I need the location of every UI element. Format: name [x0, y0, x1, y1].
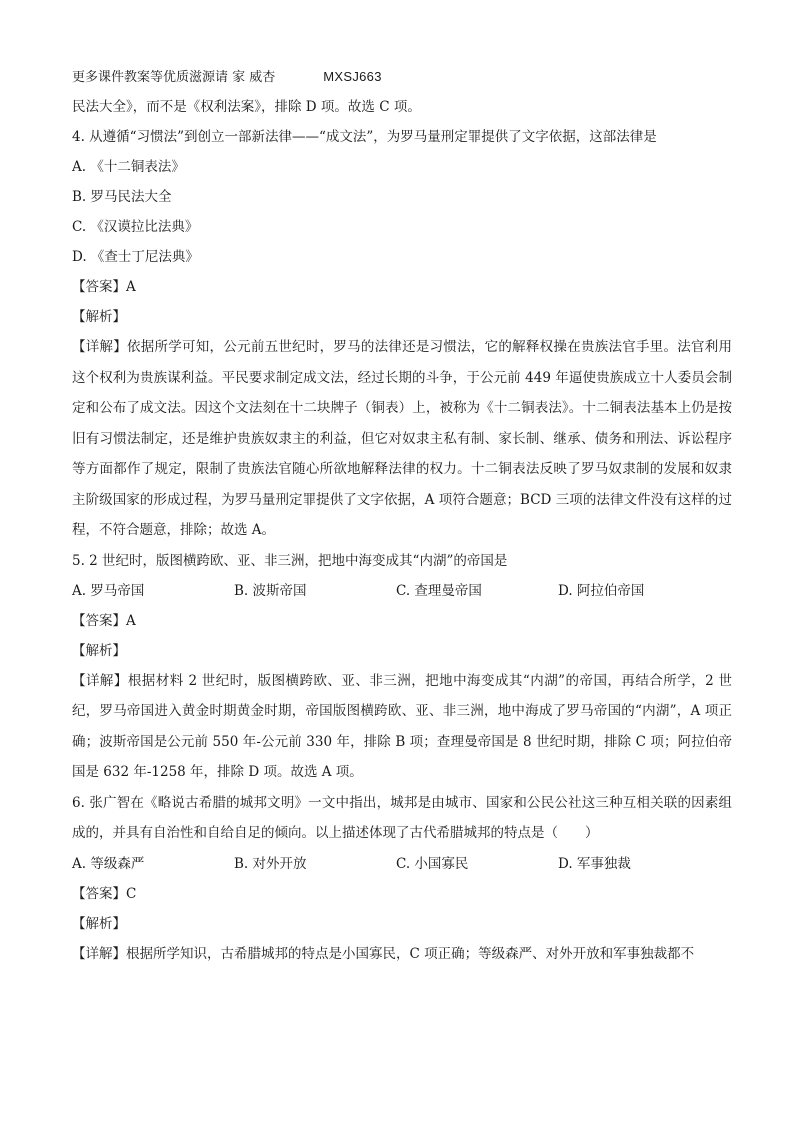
question-5	[72, 546, 732, 788]
watermark-header	[72, 62, 732, 92]
options-row	[72, 576, 732, 606]
detail-paragraph: 【详解】依据所学可知，公元前五世纪时，罗马的法律还是习惯法，它的解释权操在贵族法官手里。法官利用这个权利为贵族谋利益。平民要求制定成文法，经过长期的斗争，于公元前 449 年逼使贵族成立十人委员会制定和公布了成文法。因这个文法刻在十二块牌子（铜表）上，被称为《十二铜表法》。十二铜表法基本上仍是按旧有习惯法制定，还是维护贵族奴隶主的利益，但它对奴隶主私有制、家长制、继承、债务和刑法、诉讼程序等方面都作了规定，限制了贵族法官随心所欲地解释法律的权力。十二铜表法反映了罗马奴隶制的发展和奴隶主阶级国家的形成过程，为罗马量刑定罪提供了文字依据，A 项符合题意；BCD 三项的法律文件没有这样的过程，不符合题意，排除；故选 A。	[72, 339, 732, 538]
option-b: B. 波斯帝国	[234, 582, 307, 599]
question-stem: 6. 张广智在《略说古希腊的城邦文明》一文中指出，城邦是由城市、国家和公民公社这三种互相关联的因素组成的，并具有自治性和自给自足的倾向。以上描述体现了古代希腊城邦的特点是（ ）	[72, 794, 732, 841]
question-stem: 4. 从遵循“习惯法”到创立一部新法律——“成文法”，为罗马量刑定罪提供了文字依据，这部法律是	[72, 129, 657, 145]
option-a: A. 《十二铜表法》	[72, 159, 185, 175]
header-text: 更多课件教案等优质滋源请 家 威杏	[72, 70, 276, 85]
option-c: C. 《汉谟拉比法典》	[72, 219, 199, 235]
analysis-label: 【解析】	[72, 309, 126, 325]
question-stem: 5. 2 世纪时，版图横跨欧、亚、非三洲，把地中海变成其“内湖”的帝国是	[72, 552, 508, 569]
analysis-label: 【解析】	[72, 642, 126, 659]
question-6	[72, 788, 732, 969]
answer-label: 【答案】A	[72, 279, 136, 295]
option-b: B. 对外开放	[234, 855, 307, 872]
option-d: D. 阿拉伯帝国	[558, 582, 645, 599]
document-page	[72, 62, 732, 969]
option-a: A. 等级森严	[72, 855, 145, 872]
option-a: A. 罗马帝国	[72, 582, 145, 599]
previous-answer-tail: 民法大全》，而不是《权利法案》，排除 D 项。故选 C 项。	[72, 99, 421, 115]
detail-paragraph: 【详解】根据所学知识，古希腊城邦的特点是小国寡民，C 项正确；等级森严、对外开放和军事独裁都不	[72, 945, 695, 962]
option-b: B. 罗马民法大全	[72, 189, 172, 205]
detail-paragraph: 【详解】根据材料 2 世纪时，版图横跨欧、亚、非三洲，把地中海变成其“内湖”的帝国，再结合所学，2 世纪，罗马帝国进入黄金时期黄金时期，帝国版图横跨欧、亚、非三洲，地中海成了罗马帝国的“内湖”，A 项正确；波斯帝国是公元前 550 年-公元前 330 年，排除 B 项；查理曼帝国是 8 世纪时期，排除 C 项；阿拉伯帝国是 632 年-1258 年，排除 D 项。故选 A 项。	[72, 672, 732, 780]
option-d: D. 《查士丁尼法典》	[72, 249, 199, 265]
question-4	[72, 122, 732, 546]
analysis-label: 【解析】	[72, 915, 126, 932]
option-c: C. 小国寡民	[396, 855, 469, 872]
options-row	[72, 849, 732, 879]
option-c: C. 查理曼帝国	[396, 582, 482, 599]
answer-label: 【答案】C	[72, 885, 137, 902]
header-code: MXSJ663	[323, 69, 382, 84]
option-d: D. 军事独裁	[558, 855, 631, 872]
answer-label: 【答案】A	[72, 612, 136, 629]
